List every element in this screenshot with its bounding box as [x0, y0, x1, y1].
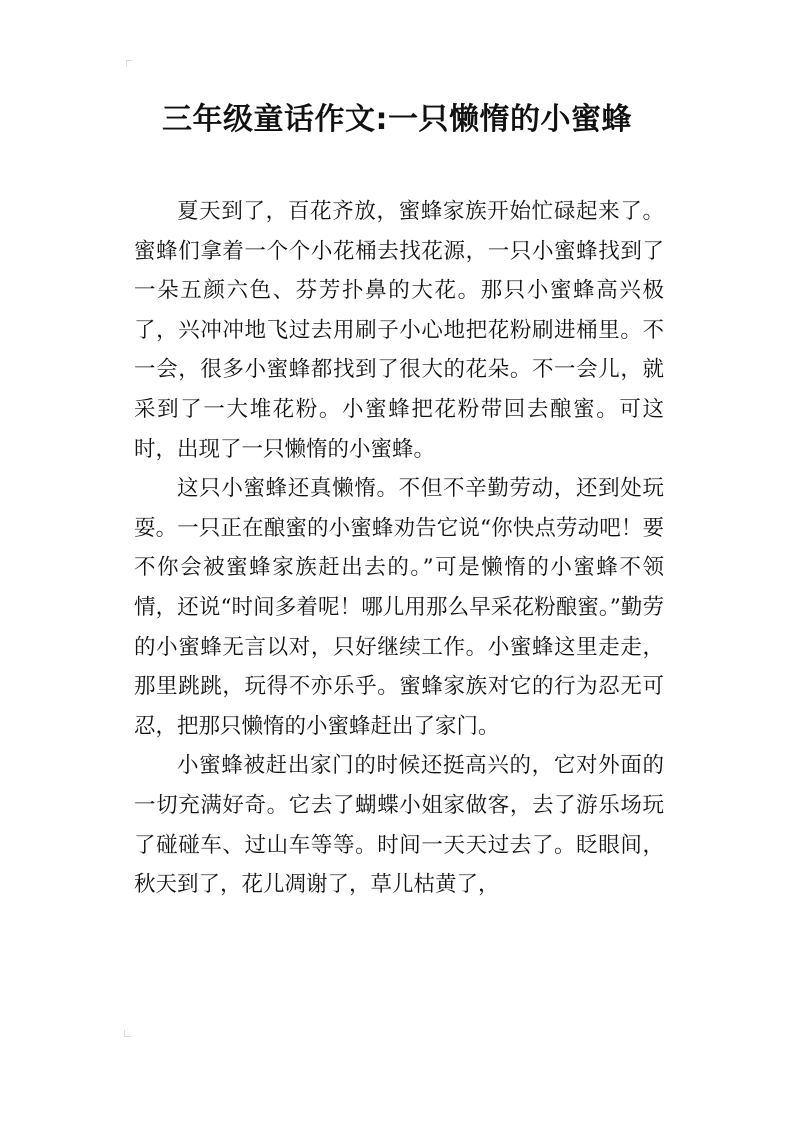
- corner-crop-mark: [126, 60, 133, 67]
- corner-crop-mark: [124, 1030, 131, 1037]
- paragraph: 夏天到了，百花齐放，蜜蜂家族开始忙碌起来了。蜜蜂们拿着一个个小花桶去找花源，一只小蜜蜂找到了一朵五颜六色、芬芳扑鼻的大花。那只小蜜蜂高兴极了，兴冲冲地飞过去用刷子小心地把花粉刷进桶里。不一会，很多小蜜蜂都找到了很大的花朵。不一会儿，就采到了一大堆花粉。小蜜蜂把花粉带回去酿蜜。可这时，出现了一只懒惰的小蜜蜂。: [134, 199, 664, 462]
- page-title: 三年级童话作文:一只懒惰的小蜜蜂: [162, 102, 632, 137]
- paragraph: 小蜜蜂被赶出家门的时候还挺高兴的，它对外面的一切充满好奇。它去了蝴蝶小姐家做客，去了游乐场玩了碰碰车、过山车等等。时间一天天过去了。眨眼间，秋天到了，花儿凋谢了，草儿枯黄了，: [134, 753, 664, 898]
- article-body: [134, 192, 664, 905]
- paragraph: 这只小蜜蜂还真懒惰。不但不辛勤劳动，还到处玩耍。一只正在酿蜜的小蜜蜂劝告它说“你快点劳动吧！要不你会被蜜蜂家族赶出去的。”可是懒惰的小蜜蜂不领情，还说“时间多着呢！哪儿用那么早采花粉酿蜜。”勤劳的小蜜蜂无言以对，只好继续工作。小蜜蜂这里走走，那里跳跳，玩得不亦乐乎。蜜蜂家族对它的行为忍无可忍，把那只懒惰的小蜜蜂赶出了家门。: [134, 476, 664, 739]
